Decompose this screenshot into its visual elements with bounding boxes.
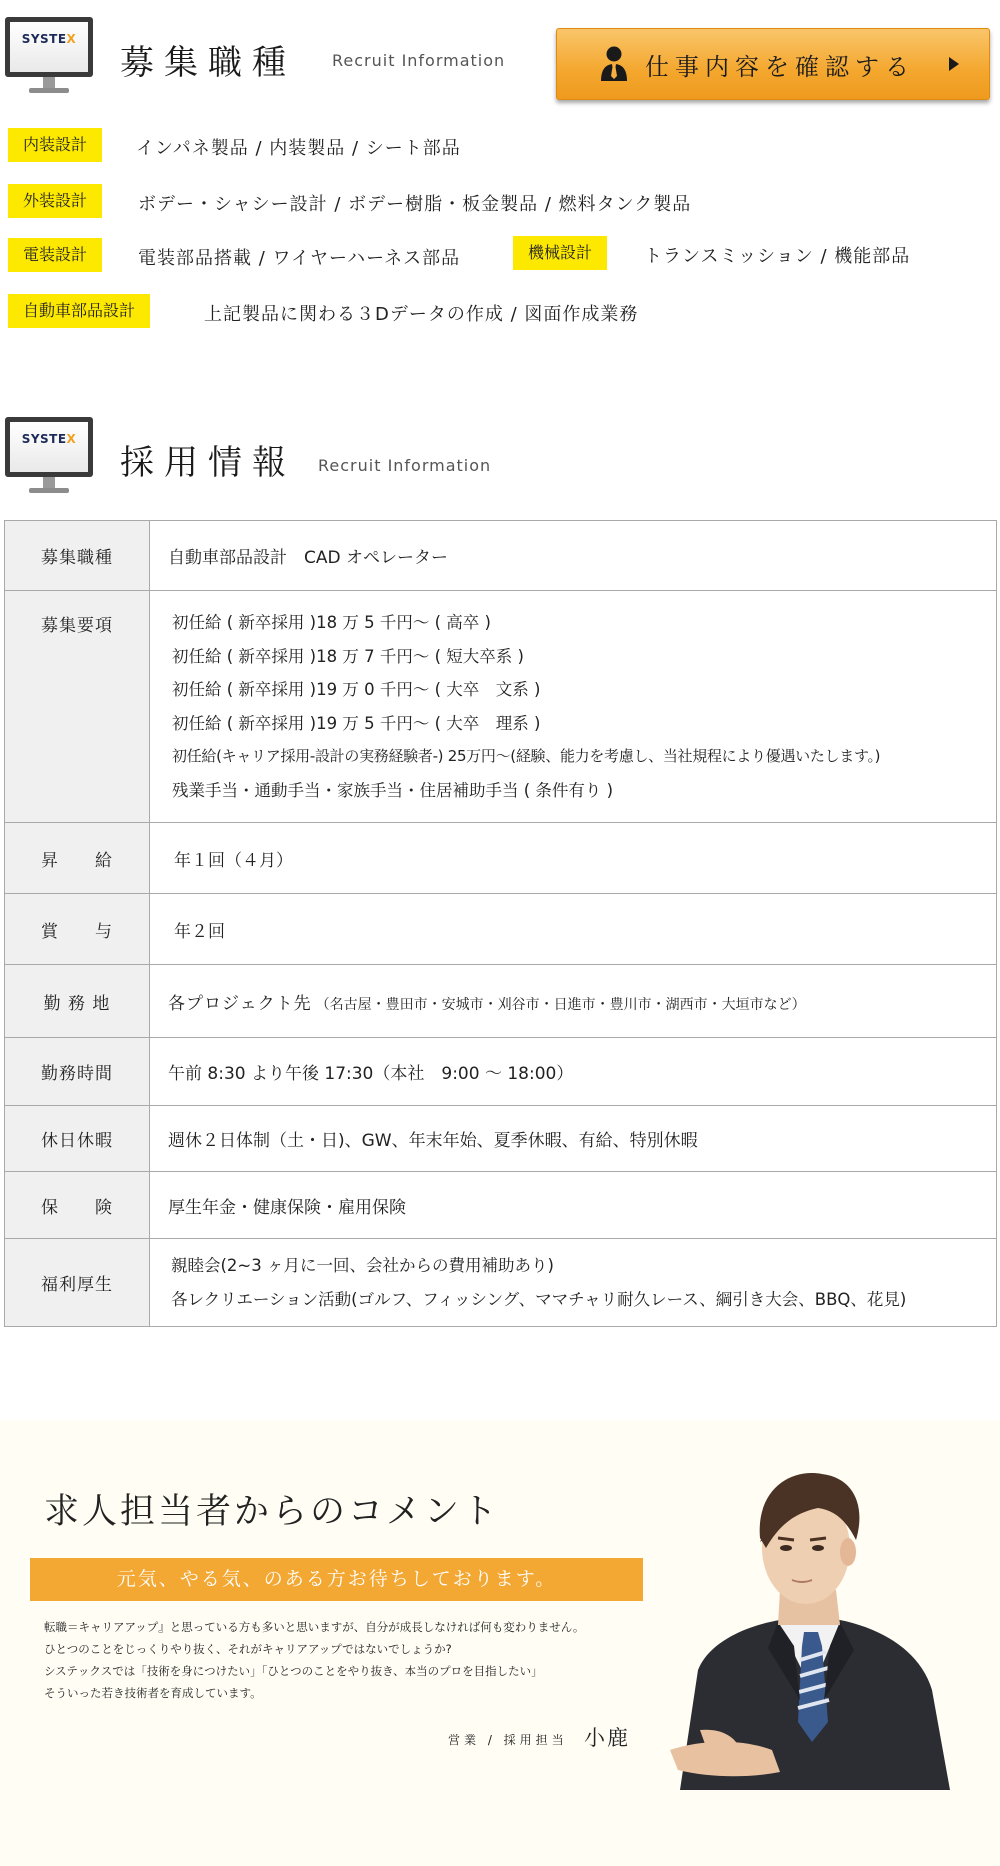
tag-auto-parts-text: 上記製品に関わる３Dデータの作成 / 図面作成業務 [204,304,639,325]
row-header: 保 険 [5,1172,150,1239]
row-header: 募集職種 [5,521,150,591]
table-row [5,1038,997,1106]
row-value [150,1239,997,1327]
tag-exterior: 外装設計 [8,184,102,218]
salary-line: 初任給(キャリア採用-設計の実務経験者-) 25万円〜(経験、能力を考慮し、当社規程により優遇いたします。) [172,747,881,765]
check-job-content-button[interactable] [556,28,990,100]
comment-line: 転職＝キャリアアップ』と思っている方も多いと思いますが、自分が成長しなければ何も変わりません。 [44,1620,585,1634]
row-value: 厚生年金・健康保険・雇用保険 [150,1172,997,1239]
table-row [5,521,997,591]
table-row [5,1172,997,1239]
row-value: 週休２日体制（土・日)、GW、年末年始、夏季休暇、有給、特別休暇 [150,1106,997,1172]
recruiter-photo [640,1460,960,1790]
tag-mechanical: 機械設計 [513,236,607,270]
tag-electrical: 電装設計 [8,238,102,272]
recruit-subtitle: Recruit Information [332,51,506,70]
table-row [5,1106,997,1172]
work-location: 各プロジェクト先 [168,993,312,1014]
comment-body [44,1616,584,1704]
comment-banner: 元気、やる気、のある方お待ちしております。 [30,1558,643,1601]
salary-line: 初任給 ( 新卒採用 )19 万 0 千円〜 ( 大卒 文系 ) [172,680,541,699]
tag-electrical-text: 電装部品搭載 / ワイヤーハーネス部品 [138,248,461,269]
table-row [5,1239,997,1327]
tag-interior-text: インパネ製品 / 内装製品 / シート部品 [136,138,461,159]
arrow-right-icon [949,57,959,71]
welfare-line: 各レクリエーション活動(ゴルフ、フィッシング、ママチャリ耐久レース、綱引き大会、BBQ、花見) [171,1289,907,1309]
row-header: 賞 与 [5,894,150,965]
row-header: 勤務時間 [5,1038,150,1106]
table-row [5,591,997,823]
tag-interior: 内装設計 [8,128,102,162]
row-header: 休日休暇 [5,1106,150,1172]
salary-line: 初任給 ( 新卒採用 )19 万 5 千円〜 ( 大卒 理系 ) [172,713,541,733]
row-header: 福利厚生 [5,1239,150,1327]
salary-line: 初任給 ( 新卒採用 )18 万 7 千円〜 ( 短大卒系 ) [172,646,524,666]
hiring-title: 採用情報 [120,443,296,483]
hiring-subtitle: Recruit Information [318,456,492,475]
comment-line: システックスでは「技術を身につけたい」「ひとつのことをやり抜き、本当のプロを目指したい」 [44,1664,543,1678]
comment-line: ひとつのことをじっくりやり抜く、それがキャリアアップではないでしょうか? [44,1642,452,1656]
welfare-line: 親睦会(2~3 ヶ月に一回、会社からの費用補助あり) [171,1256,554,1275]
salary-line: 残業手当・通動手当・家族手当・住居補助手当 ( 条件有り ) [172,780,614,800]
tag-mechanical-text: トランスミッション / 機能部品 [644,246,911,267]
recruit-title: 募集職種 [120,43,296,83]
systex-logo: SYSTEX [5,417,93,499]
check-job-content-label: 仕事内容を確認する [645,53,915,81]
table-row [5,823,997,894]
row-header: 募集要項 [5,591,150,823]
row-value: 自動車部品設計 CAD オペレーター [150,521,997,591]
salary-line: 初任給 ( 新卒採用 )18 万 5 千円〜 ( 高卒 ) [172,613,491,632]
row-value: 年１回（４月） [150,823,997,894]
table-row [5,965,997,1038]
table-row [5,894,997,965]
comment-line: そういった若き技術者を育成しています。 [44,1686,262,1700]
row-header: 勤 務 地 [5,965,150,1038]
row-value: 年２回 [150,894,997,965]
row-value [150,965,997,1038]
hiring-table [4,520,997,1327]
comment-title: 求人担当者からのコメント [44,1492,501,1532]
tag-auto-parts: 自動車部品設計 [8,294,150,328]
row-value [150,591,997,823]
row-header: 昇 給 [5,823,150,894]
person-icon [599,45,629,81]
tag-exterior-text: ボデー・シャシー設計 / ボデー樹脂・板金製品 / 燃料タンク製品 [138,194,692,215]
systex-logo: SYSTEX [5,17,93,99]
signature-name: 小鹿 [584,1726,630,1750]
signature-role: 営業 / 採用担当 [448,1733,568,1747]
work-location-note: （名古屋・豊田市・安城市・刈谷市・日進市・豊川市・湖西市・大垣市など） [315,996,806,1013]
row-value: 午前 8:30 より午後 17:30（本社 9:00 〜 18:00） [150,1038,997,1106]
